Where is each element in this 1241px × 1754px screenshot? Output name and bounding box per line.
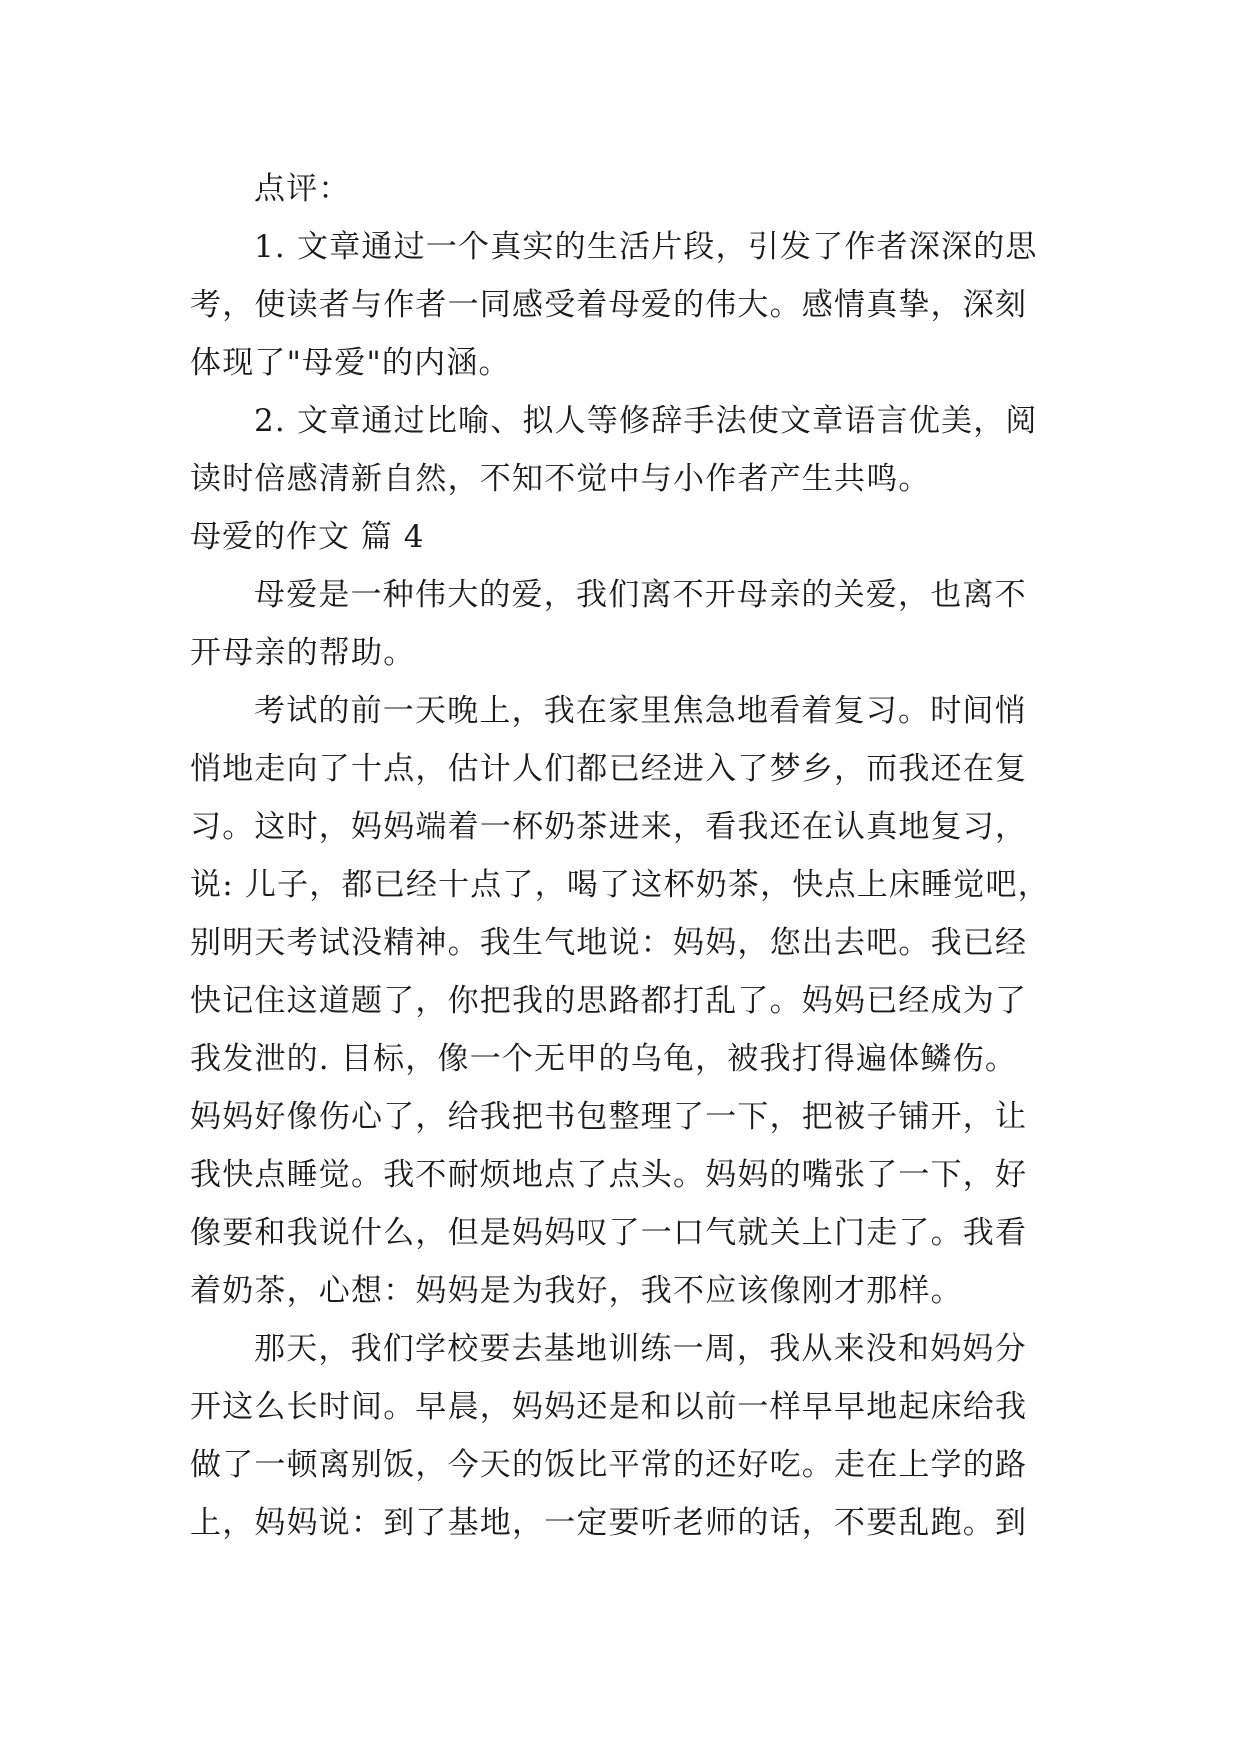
review-point-2 <box>190 392 1052 508</box>
review-label: 点评： <box>254 171 351 207</box>
text-line: 做了一顿离别饭，今天的饭比平常的还好吃。走在上学的路 <box>190 1447 1028 1483</box>
review-point-1 <box>190 218 1052 392</box>
essay-paragraph-3 <box>190 1320 1052 1552</box>
text-line: 我快点睡觉。我不耐烦地点了点头。妈妈的嘴张了一下，好 <box>190 1157 1028 1193</box>
text-line: 考，使读者与作者一同感受着母爱的伟大。感情真挚，深刻 <box>190 287 1028 323</box>
essay-title: 母爱的作文 篇 4 <box>190 519 425 555</box>
text-line: 着奶茶，心想：妈妈是为我好，我不应该像刚才那样。 <box>190 1273 963 1309</box>
text-line: 考试的前一天晚上，我在家里焦急地看着复习。时间悄 <box>254 693 1027 729</box>
text-line: 开这么长时间。早晨，妈妈还是和以前一样早早地起床给我 <box>190 1389 1028 1425</box>
text-line: 上，妈妈说：到了基地，一定要听老师的话，不要乱跑。到 <box>190 1505 1028 1541</box>
text-line: 悄地走向了十点，估计人们都已经进入了梦乡，而我还在复 <box>190 751 1028 787</box>
text-line: 像要和我说什么，但是妈妈叹了一口气就关上门走了。我看 <box>190 1215 1028 1251</box>
document-body <box>190 160 1052 1552</box>
text-line: 体现了"母爱"的内涵。 <box>190 345 511 381</box>
text-line: 母爱是一种伟大的爱，我们离不开母亲的关爱，也离不 <box>254 577 1027 613</box>
essay-paragraph-1 <box>190 566 1052 682</box>
text-line: 别明天考试没精神。我生气地说：妈妈，您出去吧。我已经 <box>190 925 1028 961</box>
text-line: 那天，我们学校要去基地训练一周，我从来没和妈妈分 <box>254 1331 1027 1367</box>
text-line: 开母亲的帮助。 <box>190 635 416 671</box>
text-line: 妈妈好像伤心了，给我把书包整理了一下，把被子铺开，让 <box>190 1099 1028 1135</box>
text-line: 我发泄的. 目标，像一个无甲的乌龟，被我打得遍体鳞伤。 <box>190 1041 1018 1077</box>
text-line: 快记住这道题了，你把我的思路都打乱了。妈妈已经成为了 <box>190 983 1028 1019</box>
text-line: 习。这时，妈妈端着一杯奶茶进来，看我还在认真地复习， <box>190 809 1028 845</box>
text-line: 2. 文章通过比喻、拟人等修辞手法使文章语言优美，阅 <box>254 403 1038 439</box>
text-line: 1. 文章通过一个真实的生活片段，引发了作者深深的思 <box>254 229 1038 265</box>
text-line: 说: 儿子，都已经十点了，喝了这杯奶茶，快点上床睡觉吧， <box>190 867 1050 903</box>
text-line: 读时倍感清新自然，不知不觉中与小作者产生共鸣。 <box>190 461 931 497</box>
essay-paragraph-2 <box>190 682 1052 1320</box>
